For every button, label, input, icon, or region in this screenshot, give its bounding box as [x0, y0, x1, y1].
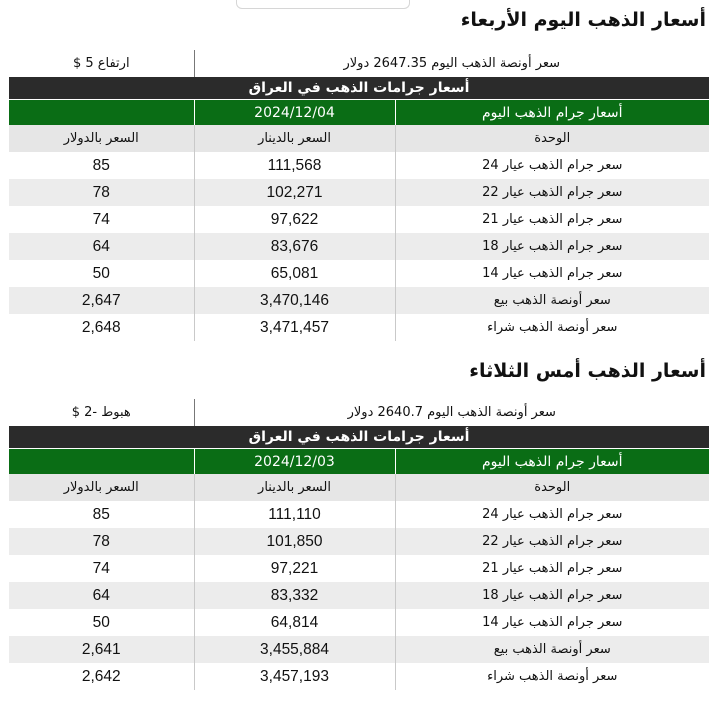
summary-row	[9, 399, 709, 426]
unit-cell: سعر جرام الذهب عيار 14	[395, 260, 709, 287]
unit-cell: سعر أونصة الذهب بيع	[395, 287, 709, 314]
dinar-price-cell: 3,457,193	[194, 663, 395, 690]
usd-price-cell: 50	[9, 609, 194, 636]
date-row	[9, 100, 709, 126]
column-header-row	[9, 474, 709, 501]
section-heading: أسعار الذهب اليوم الأربعاء	[460, 9, 706, 31]
usd-price-cell: 2,648	[9, 314, 194, 341]
gold-price-table	[9, 50, 709, 341]
unit-cell: سعر جرام الذهب عيار 24	[395, 152, 709, 179]
column-header-usd: السعر بالدولار	[9, 474, 194, 501]
unit-cell: سعر جرام الذهب عيار 24	[395, 501, 709, 528]
table-row	[9, 179, 709, 206]
usd-price-cell: 64	[9, 233, 194, 260]
usd-price-cell: 50	[9, 260, 194, 287]
column-header-usd: السعر بالدولار	[9, 125, 194, 152]
unit-cell: سعر جرام الذهب عيار 14	[395, 609, 709, 636]
column-header-unit: الوحدة	[395, 474, 709, 501]
usd-price-cell: 85	[9, 152, 194, 179]
usd-price-cell: 74	[9, 206, 194, 233]
dinar-price-cell: 97,622	[194, 206, 395, 233]
gold-price-table	[9, 399, 709, 690]
usd-price-cell: 78	[9, 179, 194, 206]
table-row	[9, 663, 709, 690]
unit-cell: سعر أونصة الذهب شراء	[395, 314, 709, 341]
table-title-row	[9, 426, 709, 449]
dinar-price-cell: 64,814	[194, 609, 395, 636]
ounce-price-text: سعر أونصة الذهب اليوم 2647.35 دولار	[194, 50, 709, 77]
usd-price-cell: 64	[9, 582, 194, 609]
dinar-price-cell: 97,221	[194, 555, 395, 582]
usd-price-cell: 2,642	[9, 663, 194, 690]
table-row	[9, 287, 709, 314]
table-title: أسعار جرامات الذهب في العراق	[9, 77, 709, 100]
date-row-label: أسعار جرام الذهب اليوم	[395, 449, 709, 475]
price-date: 2024/12/03	[194, 449, 395, 475]
table-row	[9, 582, 709, 609]
table-row	[9, 314, 709, 341]
date-row-empty	[9, 100, 194, 126]
column-header-dinar: السعر بالدينار	[194, 125, 395, 152]
table-title: أسعار جرامات الذهب في العراق	[9, 426, 709, 449]
dinar-price-cell: 101,850	[194, 528, 395, 555]
usd-price-cell: 74	[9, 555, 194, 582]
usd-price-cell: 2,647	[9, 287, 194, 314]
table-row	[9, 260, 709, 287]
dinar-price-cell: 83,332	[194, 582, 395, 609]
column-header-unit: الوحدة	[395, 125, 709, 152]
column-header-row	[9, 125, 709, 152]
table-row	[9, 152, 709, 179]
usd-price-cell: 78	[9, 528, 194, 555]
date-row-label: أسعار جرام الذهب اليوم	[395, 100, 709, 126]
price-change-text: ارتفاع 5 $	[72, 56, 130, 71]
unit-cell: سعر أونصة الذهب بيع	[395, 636, 709, 663]
table-row	[9, 501, 709, 528]
unit-cell: سعر أونصة الذهب شراء	[395, 663, 709, 690]
unit-cell: سعر جرام الذهب عيار 21	[395, 555, 709, 582]
table-row	[9, 609, 709, 636]
unit-cell: سعر جرام الذهب عيار 18	[395, 233, 709, 260]
column-header-dinar: السعر بالدينار	[194, 474, 395, 501]
ounce-price-text: سعر أونصة الذهب اليوم 2640.7 دولار	[194, 399, 709, 426]
price-date: 2024/12/04	[194, 100, 395, 126]
dinar-price-cell: 111,568	[194, 152, 395, 179]
dinar-price-cell: 111,110	[194, 501, 395, 528]
unit-cell: سعر جرام الذهب عيار 18	[395, 582, 709, 609]
dinar-price-cell: 83,676	[194, 233, 395, 260]
dinar-price-cell: 3,470,146	[194, 287, 395, 314]
summary-row	[9, 50, 709, 77]
price-change-text: هبوط -2 $	[71, 405, 131, 420]
section-heading: أسعار الذهب أمس الثلاثاء	[469, 360, 706, 382]
unit-cell: سعر جرام الذهب عيار 21	[395, 206, 709, 233]
date-row	[9, 449, 709, 475]
dinar-price-cell: 3,455,884	[194, 636, 395, 663]
unit-cell: سعر جرام الذهب عيار 22	[395, 528, 709, 555]
dinar-price-cell: 65,081	[194, 260, 395, 287]
usd-price-cell: 2,641	[9, 636, 194, 663]
table-row	[9, 555, 709, 582]
dinar-price-cell: 3,471,457	[194, 314, 395, 341]
table-row	[9, 206, 709, 233]
table-row	[9, 636, 709, 663]
table-title-row	[9, 77, 709, 100]
date-row-empty	[9, 449, 194, 475]
search-box-edge	[236, 0, 410, 9]
table-row	[9, 233, 709, 260]
usd-price-cell: 85	[9, 501, 194, 528]
unit-cell: سعر جرام الذهب عيار 22	[395, 179, 709, 206]
dinar-price-cell: 102,271	[194, 179, 395, 206]
table-row	[9, 528, 709, 555]
